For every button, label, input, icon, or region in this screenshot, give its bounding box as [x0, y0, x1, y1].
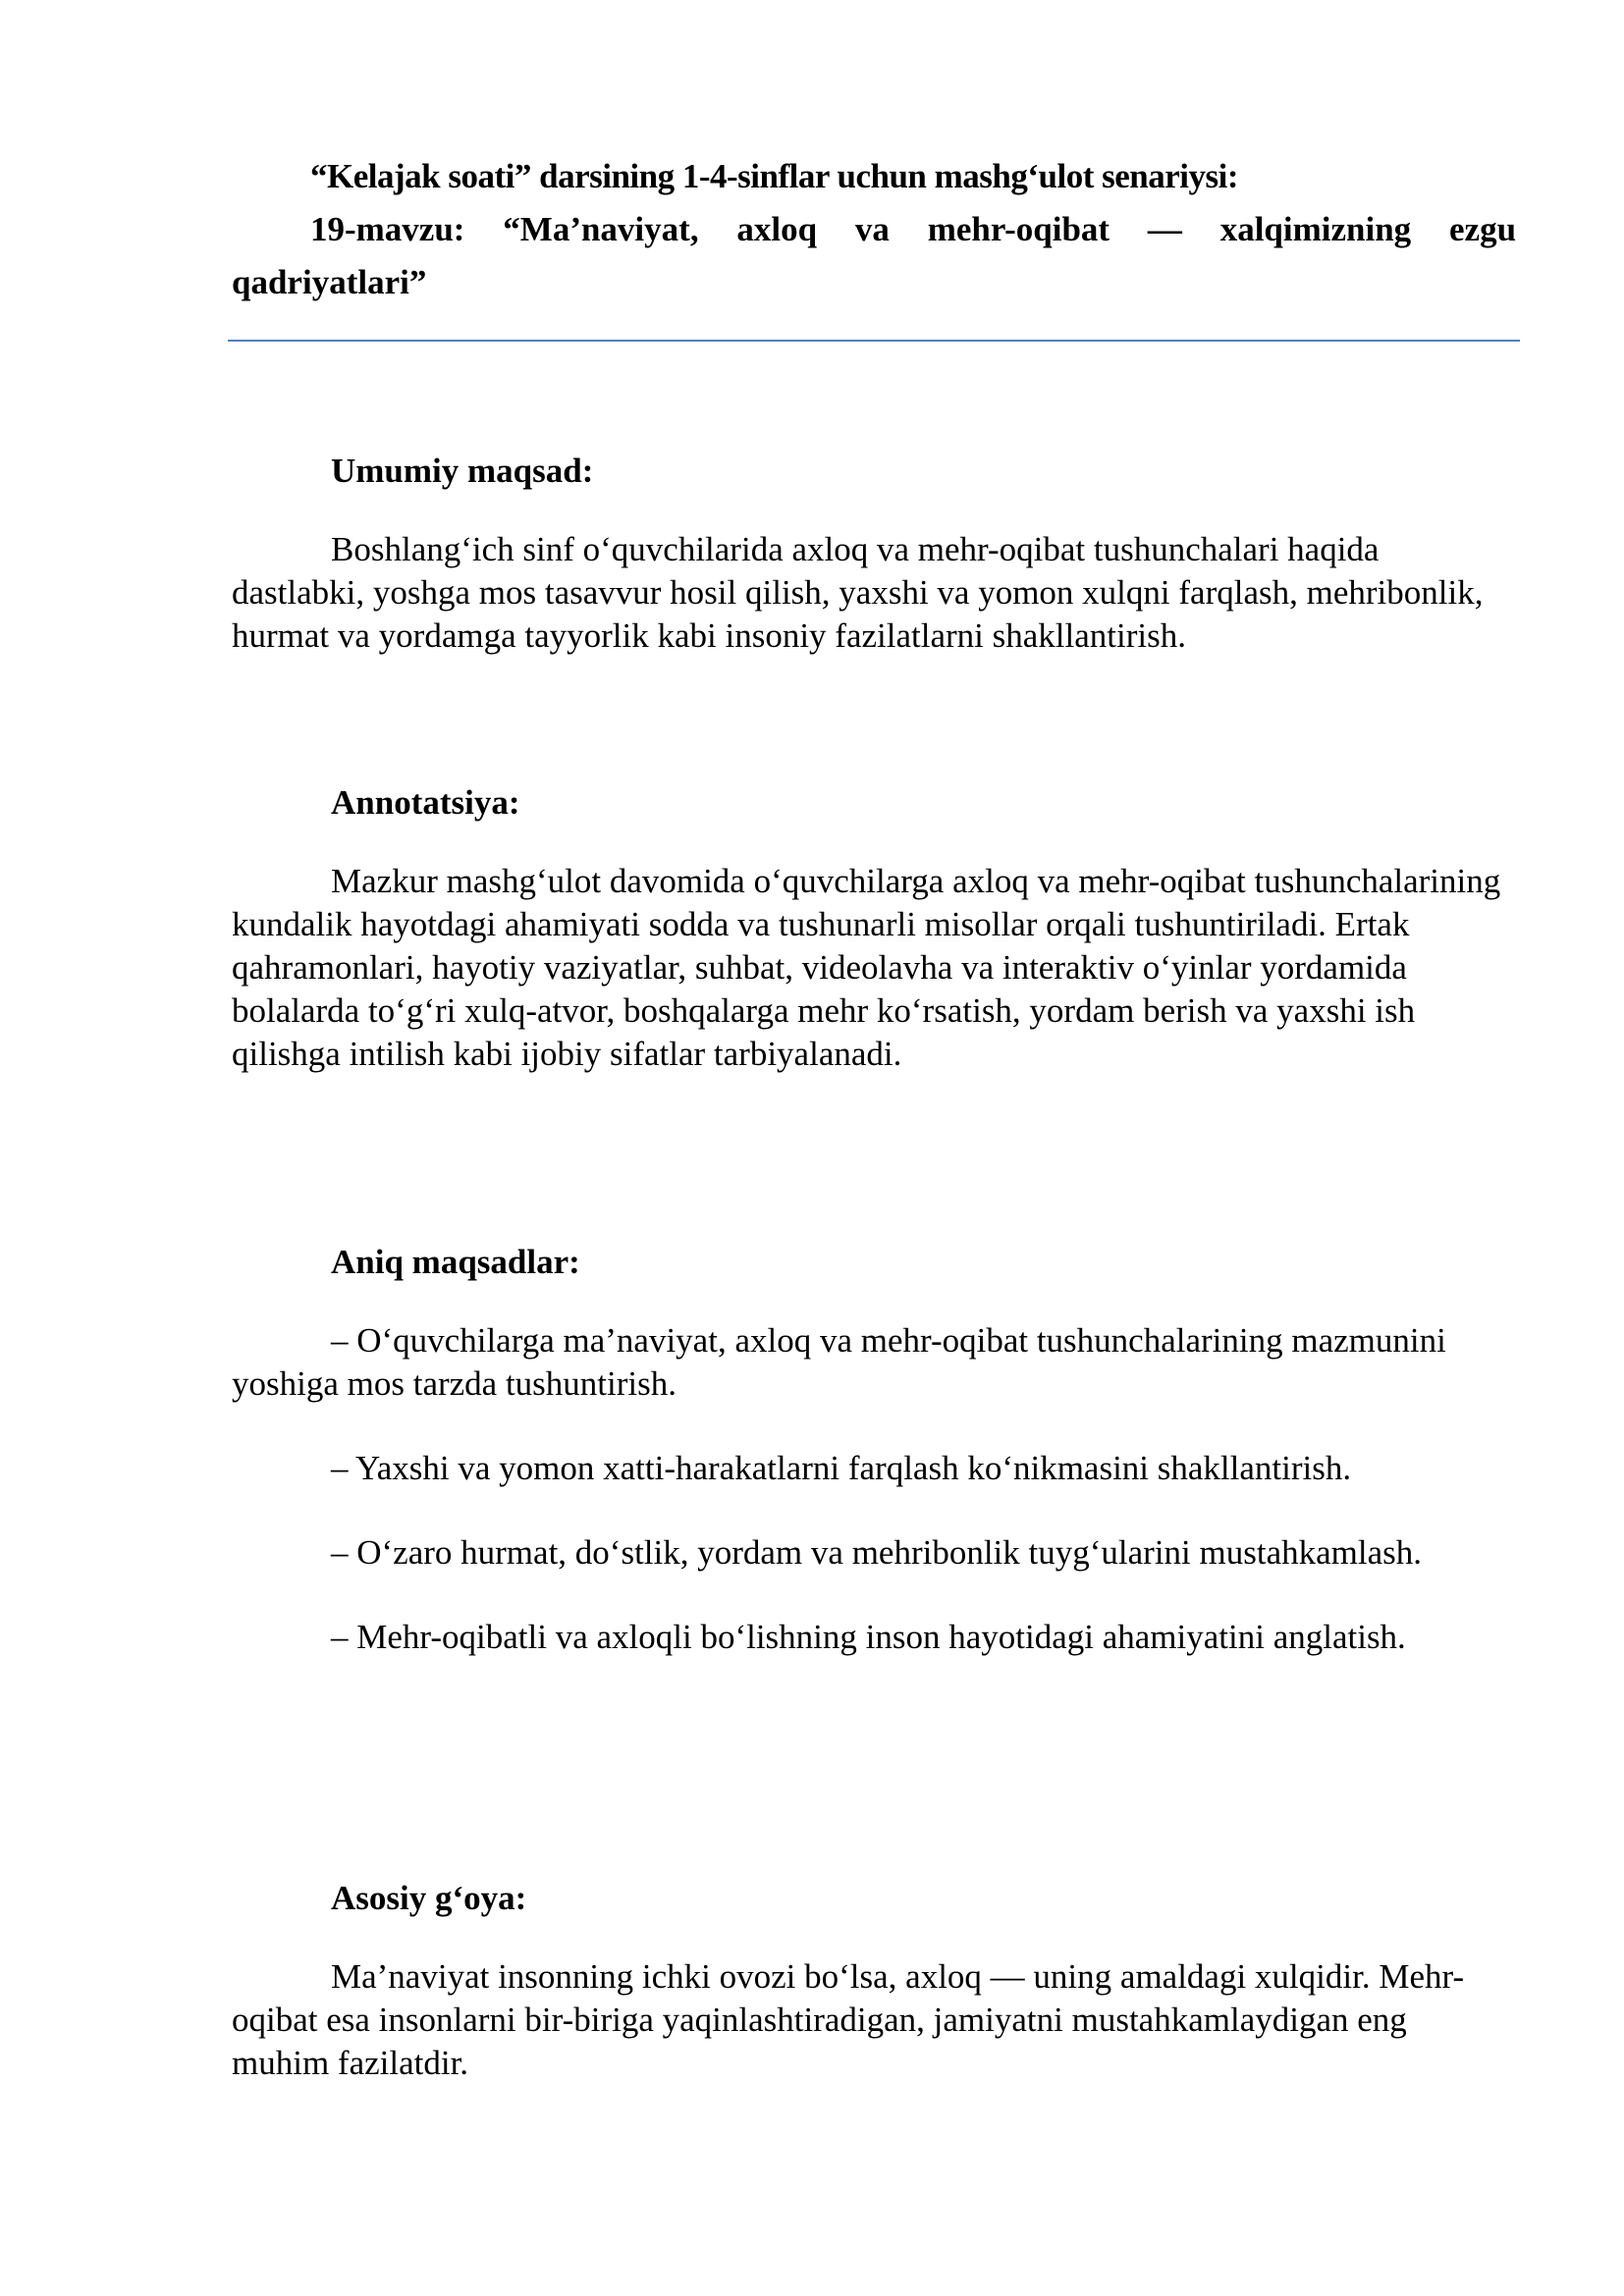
section-paragraph: Boshlang‘ich sinf o‘quvchilarida axloq va mehr-oqibat tushunchalari haqida dastlabki, yoshga mos tasavvur hosil qilish, yaxshi va yomon xulqni farqlash, mehribonlik, hurmat va yordamga tayyorlik kabi insoniy fazilatlarni shakllantirish.: [232, 530, 1484, 655]
title-word: xalqimizning: [1219, 210, 1412, 248]
goal-list-item: – Mehr-oqibatli va axloqli bo‘lishning inson hayotidagi ahamiyatini anglatish.: [331, 1618, 1406, 1656]
goal-list-item: – O‘quvchilarga ma’naviyat, axloq va mehr-oqibat tushunchalarining mazmunini yoshiga mos tarzda tushuntirish.: [232, 1321, 1446, 1403]
section-heading: Aniq maqsadlar:: [331, 1243, 580, 1281]
goal-list-item: – O‘zaro hurmat, do‘stlik, yordam va mehribonlik tuyg‘ularini mustahkamlash.: [331, 1533, 1423, 1572]
section-annotation: [232, 781, 1508, 1076]
title-word: axloq: [736, 210, 818, 248]
section-heading: Umumiy maqsad:: [331, 452, 594, 490]
header-divider: [228, 340, 1520, 342]
section-general-goal: [232, 450, 1508, 658]
section-heading: Annotatsiya:: [331, 783, 520, 822]
title-word: mehr-oqibat: [927, 210, 1110, 248]
title-word: 19-mavzu:: [310, 210, 465, 248]
title-word: “Ma’naviyat,: [503, 210, 699, 248]
title-word: va: [854, 210, 890, 248]
goal-list-item: – Yaxshi va yomon xatti-harakatlarni farqlash ko‘nikmasini shakllantirish.: [331, 1449, 1352, 1487]
document-title-line-2: [310, 204, 1516, 255]
document-title-line-1: “Kelajak soati” darsining 1-4-sinflar uchun mashg‘ulot senariysi:: [310, 157, 1239, 195]
section-specific-goals: [232, 1241, 1508, 1700]
section-heading: Asosiy g‘oya:: [331, 1879, 527, 1917]
section-paragraph: Mazkur mashg‘ulot davomida o‘quvchilarga axloq va mehr-oqibat tushunchalarining kundalik hayotdagi ahamiyati sodda va tushunarli misollar orqali tushuntiriladi. Ertak qahramonlari, hayotiy vaziyatlar, suhbat, videolavha va interaktiv o‘yinlar yordamida bolalarda to‘g‘ri xulq-atvor, boshqalarga mehr ko‘rsatish, yordam berish va yaxshi ish qilishga intilish kabi ijobiy sifatlar tarbiyalanadi.: [232, 862, 1501, 1073]
title-word: —: [1147, 210, 1182, 248]
section-paragraph: Ma’naviyat insonning ichki ovozi bo‘lsa, axloq — uning amaldagi xulqidir. Mehr-oqibat esa insonlarni bir-biriga yaqinlashtiradigan, jamiyatni mustahkamlaydigan eng muhim fazilatdir.: [232, 1957, 1465, 2082]
section-main-idea: [232, 1877, 1508, 2085]
title-word: ezgu: [1449, 210, 1517, 248]
document-title-line-3: qadriyatlari”: [232, 263, 427, 301]
